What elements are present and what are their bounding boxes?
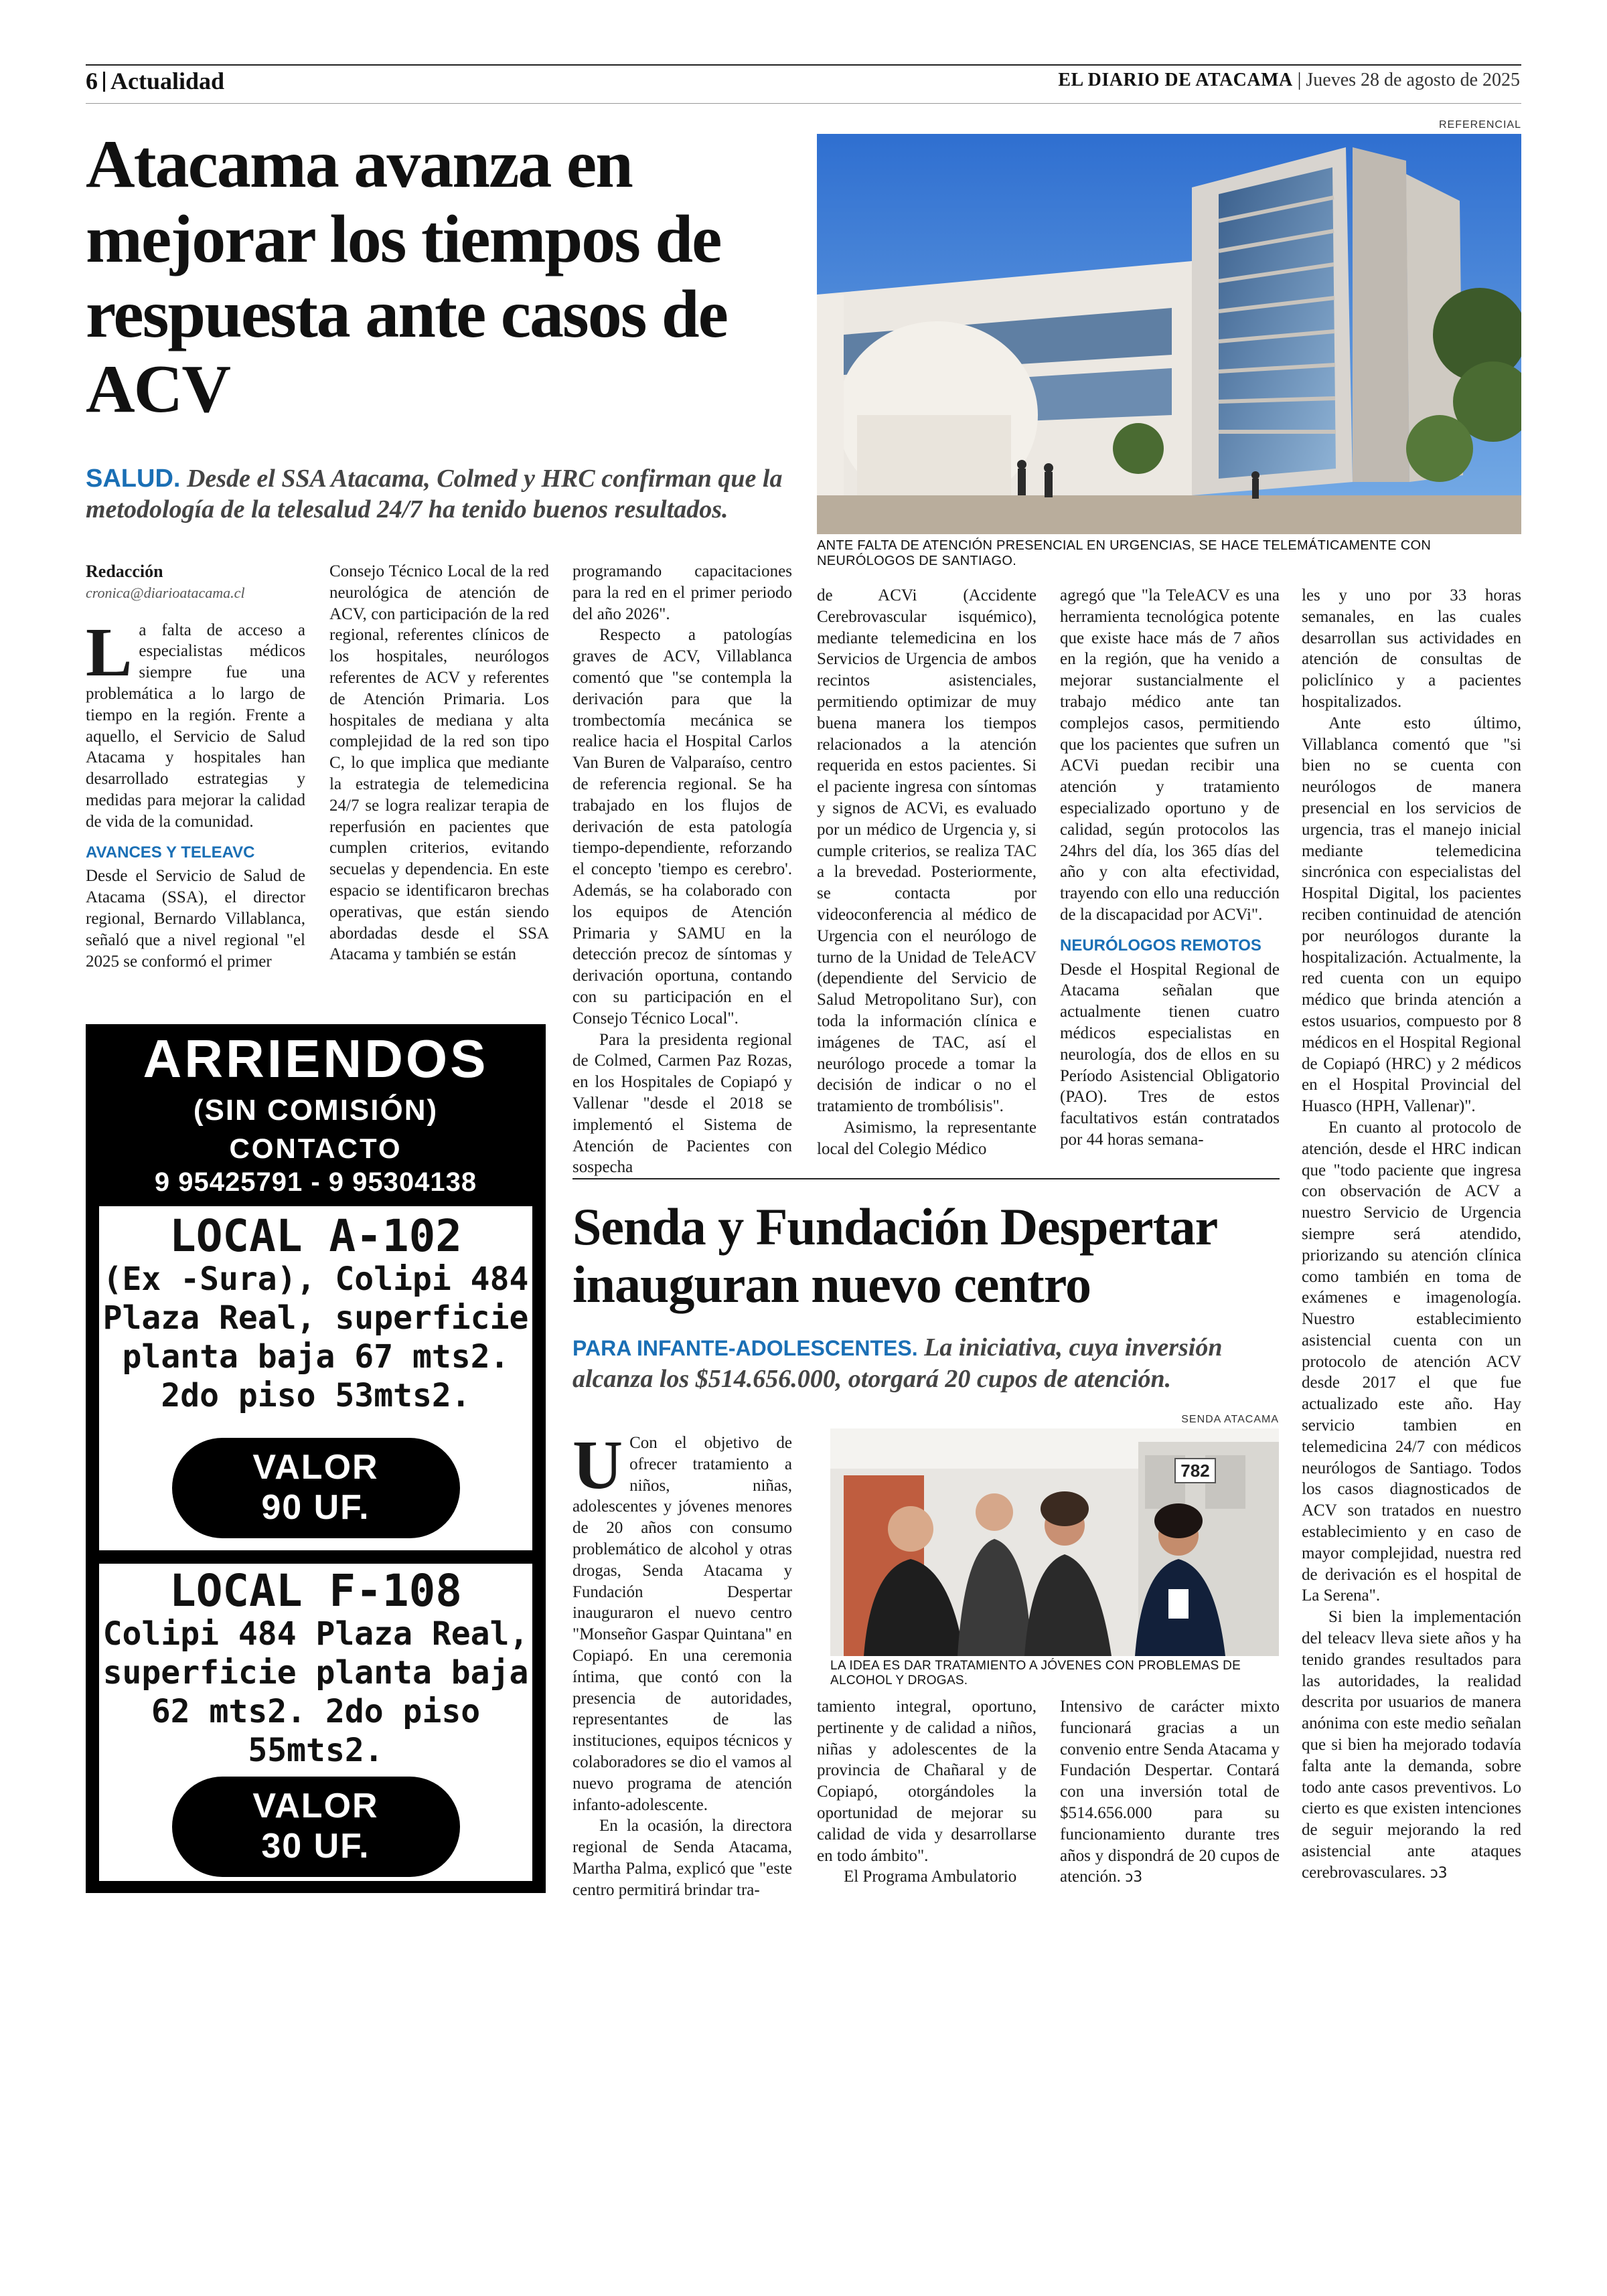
story1-column-6 bbox=[1302, 585, 1521, 1884]
local-a102-box bbox=[99, 1206, 532, 1550]
paragraph bbox=[1060, 1696, 1280, 1888]
rental-advertisement bbox=[86, 1024, 546, 1893]
issue-date: Jueves 28 de agosto de 2025 bbox=[1306, 70, 1520, 90]
story1-column-2 bbox=[329, 561, 549, 965]
local-f108-line: superficie planta baja bbox=[102, 1654, 529, 1692]
local-a102-price bbox=[172, 1438, 460, 1538]
header-rule-bottom bbox=[86, 103, 1521, 104]
separator: | bbox=[1297, 70, 1306, 90]
lead-paragraph bbox=[572, 1426, 792, 1815]
paragraph: Desde el Servicio de Salud de Atacama (SSA), el director regional, Bernardo Villablanca, señaló que a nivel regional "el 2025 se conformó el primer bbox=[86, 867, 305, 971]
closing-text: Si bien la implementación del teleacv lleva siete años y ha tenido grandes resultados para las autoridades, la realidad descrita por usuarios de manera anónima con este medio señalan que si bien ha mejorado todavía falta ante la demanda, sobre todo ante casos preventivos. Lo cierto es que existen intenciones de seguir mejorando la red asistencial ante ataques cerebrovasculares. bbox=[1302, 1608, 1521, 1882]
story1-kicker: SALUD. bbox=[86, 465, 181, 493]
story2-photo-credit: SENDA ATACAMA bbox=[1181, 1414, 1279, 1425]
ad-subtitle: (SIN COMISIÓN) bbox=[193, 1094, 439, 1127]
price-label: VALOR bbox=[252, 1787, 379, 1825]
story1-photo-credit: REFERENCIAL bbox=[1438, 119, 1521, 131]
end-mark: ↄ3 bbox=[1430, 1864, 1448, 1882]
local-a102-line: (Ex -Sura), Colipi 484 bbox=[102, 1260, 529, 1298]
building-number: 782 bbox=[1180, 1461, 1210, 1481]
local-f108-title: LOCAL F-108 bbox=[169, 1565, 463, 1617]
local-f108-line: 55mts2. bbox=[248, 1732, 384, 1769]
story1-deck-text: Desde el SSA Atacama, Colmed y HRC confirman que la metodología de la telesalud 24/7 ha tenido buenos resultados. bbox=[86, 465, 783, 523]
price-value: 90 UF. bbox=[261, 1488, 370, 1527]
story2-deck-text: La iniciativa, cuya inversión alcanza los $514.656.000, otorgará 20 cupos de atención. bbox=[572, 1333, 1223, 1393]
story1-column-5 bbox=[1060, 585, 1280, 1151]
story-divider bbox=[572, 1178, 1280, 1179]
story2-photo-caption: LA IDEA ES DAR TRATAMIENTO A JÓVENES CON PROBLEMAS DE ALCOHOL Y DROGAS. bbox=[830, 1659, 1241, 1688]
ad-contact-label: CONTACTO bbox=[229, 1133, 402, 1164]
ad-title: ARRIENDOS bbox=[143, 1029, 489, 1088]
lead-text: Con el objetivo de ofrecer tratamiento a niños, niñas, adolescentes y jóvenes menores de 20 años con consumo problemático de alcohol y otras drogas, Senda Atacama y Fundación Despertar inauguraron el nuevo centro "Monseñor Gaspar Quintana" en Copiapó. En una ceremonia íntima, que contó con la presencia de autoridades, representantes de las instituciones, equipos técnicos y colaboradores se dio el vamos al nuevo programa de atención infanto-adolescente. bbox=[572, 1434, 792, 1814]
paragraph bbox=[1302, 1607, 1521, 1884]
local-f108-price bbox=[172, 1777, 460, 1877]
story2-column-2 bbox=[817, 1696, 1037, 1888]
story2-column-1 bbox=[572, 1426, 792, 1901]
local-f108-line: Colipi 484 Plaza Real, bbox=[102, 1615, 529, 1653]
header-rule-top bbox=[86, 64, 1521, 66]
story1-column-4 bbox=[817, 585, 1037, 1160]
local-f108-line: 62 mts2. 2do piso bbox=[151, 1693, 481, 1730]
masthead-date bbox=[1058, 70, 1520, 91]
paragraph: Ante esto último, Villablanca comentó que "si bien no se cuenta con neurólogos de manera presencial en los servicios de urgencia, tras el manejo inicial mediante telemedicina sincrónica con especialistas del Hospital Digital, los pacientes reciben continuidad de atención por neurólogos durante la hospitalización. Actualmente, la red cuenta con un equipo médico que brinda atención a estos usuarios, compuesto por 8 médicos en el Hospital Regional de Copiapó (HRC) y 2 médicos en el Hospital Provincial del Huasco (HPH, Vallenar)". bbox=[1302, 714, 1521, 1116]
hospital-building-image bbox=[817, 134, 1521, 534]
subhead-neurologos: NEURÓLOGOS REMOTOS bbox=[1060, 936, 1261, 955]
ad-phones: 9 95425791 - 9 95304138 bbox=[154, 1167, 477, 1197]
page-number: 6 bbox=[86, 68, 98, 94]
story2-column-3 bbox=[1060, 1696, 1280, 1888]
paragraph: Para la presidenta regional de Colmed, Carmen Paz Rozas, en los Hospitales de Copiapó y Vallenar "desde el 2018 se implementó el Sistema de Atención de Pacientes con sospecha bbox=[572, 1030, 792, 1177]
story1-column-1 bbox=[86, 561, 305, 972]
closing-text: Intensivo de carácter mixto funcionará gracias a un convenio entre Senda Atacama y Fundación Despertar. Contará con una inversión total de $514.656.000 para su funcionamiento durante tres años y dispondrá de 20 cupos de atención. bbox=[1060, 1698, 1280, 1886]
divider bbox=[103, 72, 105, 92]
paragraph: les y uno por 33 horas semanales, en las cuales desarrollan sus actividades en atención de consultas de policlínico y a pacientes hospitalizados. bbox=[1302, 586, 1521, 711]
lead-text: a falta de acceso a especialistas médicos siempre fue una problemática a lo largo de tiempo en la región. Frente a aquello, el Servicio de Salud Atacama y hospitales han desarrollado estrategias y medidas para mejorar la calidad de vida de la comunidad. bbox=[86, 621, 305, 831]
paragraph: Consejo Técnico Local de la red neurológica de atención de ACV, con participación de la red regional, referentes clínicos de los hospitales, neurólogos referentes de ACV y referentes de Atención Primaria. Los hospitales de mediana y alta complejidad de la red son tipo C, lo que implica que mediante la estrategia de telemedicina 24/7 se logra realizar terapia de reperfusión en pacientes que cumplen criterios, evitando secuelas y dependencia. En este espacio se identificaron brechas operativas, que están siendo abordadas desde el SSA Atacama y también se están bbox=[329, 562, 549, 964]
paragraph: tamiento integral, oportuno, pertinente y de calidad a niños, niñas y adolescentes de la provincia de Chañaral y de Copiapó, otorgándoles la oportunidad de mejorar su calidad de vida y desarrollarse en todo ámbito". bbox=[817, 1698, 1037, 1865]
group-photo bbox=[830, 1428, 1279, 1656]
paragraph: En la ocasión, la directora regional de Senda Atacama, Martha Palma, explicó que "este centro permitirá brindar tra- bbox=[572, 1817, 792, 1899]
byline-email: cronica@diarioatacama.cl bbox=[86, 584, 245, 601]
price-value: 30 UF. bbox=[261, 1827, 370, 1866]
paragraph: El Programa Ambulatorio bbox=[844, 1868, 1017, 1886]
story1-headline: Atacama avanza en mejorar los tiempos de respuesta ante casos de ACV bbox=[86, 127, 727, 427]
byline: Redacción bbox=[86, 562, 163, 581]
lead-paragraph bbox=[86, 613, 305, 833]
paragraph: programando capacitaciones para la red en el primer periodo del año 2026". bbox=[572, 562, 792, 623]
local-a102-line: planta baja 67 mts2. bbox=[122, 1338, 510, 1376]
story2-deck bbox=[572, 1332, 1282, 1394]
subhead-avances: AVANCES Y TELEAVC bbox=[86, 843, 255, 862]
paragraph: Desde el Hospital Regional de Atacama señalan que actualmente tienen cuatro médicos especialistas en neurología, dos de ellos en su Período Asistencial Obligatorio (PAO). Tres de estos facultativos están contratados por 44 horas semana- bbox=[1060, 960, 1280, 1149]
paragraph: Respecto a patologías graves de ACV, Villablanca comentó que "se contempla la derivación para que la trombectomía mecánica se realice hacia el Hospital Carlos Van Buren de Valparaíso, centro de referencia regional. Se ha trabajado en los flujos de derivación de esta patología tiempo-dependiente, reforzando el concepto 'tiempo es cerebro'. Además, se ha colaborado con los equipos de Atención Primaria y SAMU en la detección precoz de síntomas y derivación oportuna, contando con su participación en el Consejo Técnico Local". bbox=[572, 626, 792, 1028]
paper-name: EL DIARIO DE ATACAMA bbox=[1058, 70, 1293, 90]
group-photo-image bbox=[830, 1428, 1279, 1656]
story2-kicker: PARA INFANTE-ADOLESCENTES. bbox=[572, 1336, 918, 1360]
paragraph: agregó que "la TeleACV es una herramienta tecnológica potente que existe hace más de 7 años en la región, que ha venido a mejorar sustancialmente el trabajo médico ante tan complejos casos, permitiendo que los pacientes que sufren un ACVi puedan recibir una atención y tratamiento especializado oportuno y de calidad, según protocolos las 24hrs del día, los 365 días del año y con alta efectividad, trayendo con ello una reducción de la discapacidad por ACVi". bbox=[1060, 586, 1280, 924]
section-name: Actualidad bbox=[110, 68, 225, 94]
local-a102-title: LOCAL A-102 bbox=[169, 1210, 463, 1262]
paragraph: En cuanto al protocolo de atención, desde el HRC indican que "todo paciente que ingresa con observación de ACV a nuestro Servicio de Urgencia siempre será atendido, priorizando su atención clínica como también en toma de exámenes e imagenología. Nuestro establecimiento asistencial cuenta con un protocolo de atención ACV desde 2017 el que fue actualizado este año. Hay servicio tambien en telemedicina 24/7 con médicos neurólogos de Santiago. Todos los casos diagnosticados de ACV son tratados en nuestro establecimiento y en caso de mayor complejidad, nuestra red de derivación es el hospital de La Serena". bbox=[1302, 1118, 1521, 1605]
page-section-label bbox=[86, 67, 224, 95]
end-mark: ↄ3 bbox=[1125, 1869, 1143, 1886]
story1-photo-caption: ANTE FALTA DE ATENCIÓN PRESENCIAL EN URGENCIAS, SE HACE TELEMÁTICAMENTE CON NEURÓLOGOS DE SANTIAGO. bbox=[817, 538, 1432, 568]
paragraph: Asimismo, la representante local del Colegio Médico bbox=[817, 1118, 1037, 1158]
story1-column-3 bbox=[572, 561, 792, 1178]
price-label: VALOR bbox=[252, 1448, 379, 1487]
local-a102-line: 2do piso 53mts2. bbox=[161, 1377, 471, 1414]
hospital-photo bbox=[817, 134, 1521, 534]
paragraph: de ACVi (Accidente Cerebrovascular isquémico), mediante telemedicina en los Servicios de Urgencia de ambos recintos asistenciales, permitiendo optimizar de muy buena manera los tiempos relacionados a la atención requerida en estos pacientes. Si el paciente ingresa con síntomas y signos de ACVi, es evaluado por un médico de Urgencia y, si cumple criterios, se realiza TAC a la brevedad. Posteriormente, se contacta por videoconferencia al médico de Urgencia con el neurólogo de turno de la Unidad de TeleACV (dependiente del Servicio de Salud Metropolitano Sur), con toda la información clínica e imágenes de TAC, así el neurólogo procede a tomar la decisión de indicar o no el tratamiento de trombólisis". bbox=[817, 586, 1037, 1116]
story1-deck bbox=[86, 463, 795, 525]
drop-cap: U bbox=[572, 1426, 623, 1503]
story2-headline: Senda y Fundación Despertar inauguran nuevo centro bbox=[572, 1198, 1217, 1313]
local-a102-line: Plaza Real, superficie bbox=[102, 1299, 529, 1337]
drop-cap: L bbox=[86, 613, 133, 691]
local-f108-box bbox=[99, 1564, 532, 1881]
